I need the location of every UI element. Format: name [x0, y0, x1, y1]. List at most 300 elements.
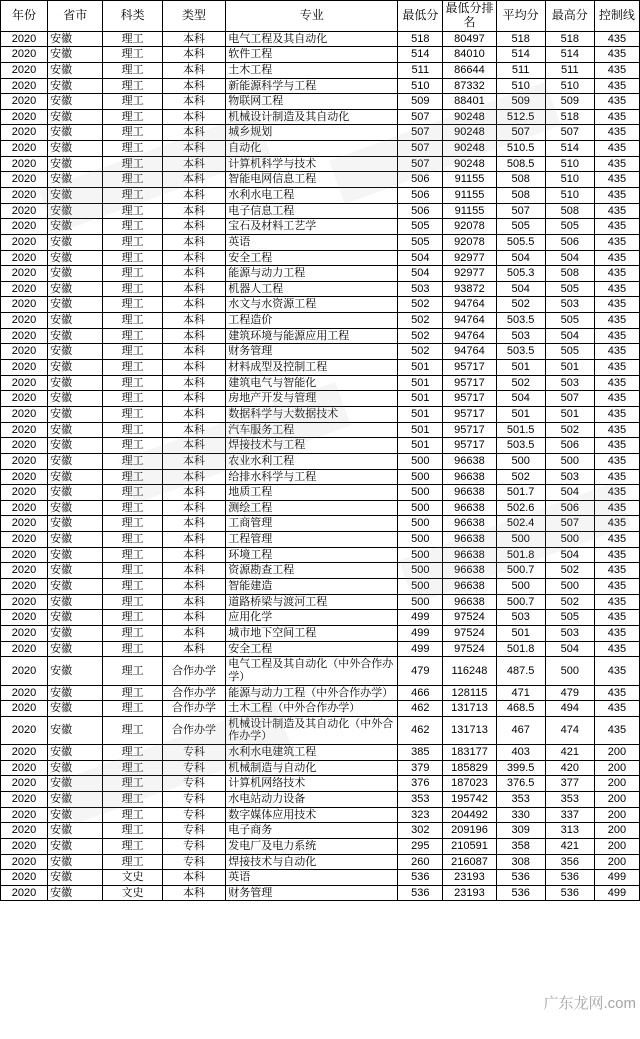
- cell-min-score: 507: [398, 156, 443, 172]
- cell-category: 理工: [103, 823, 162, 839]
- cell-province: 安徽: [48, 485, 103, 501]
- cell-avg-score: 507: [496, 203, 545, 219]
- cell-year: 2020: [1, 870, 48, 886]
- cell-max-score: 536: [545, 870, 594, 886]
- cell-control-line: 435: [594, 62, 639, 78]
- cell-major: 机械设计制造及其自动化（中外合作办学）: [226, 716, 398, 744]
- cell-province: 安徽: [48, 281, 103, 297]
- cell-major: 汽车服务工程: [226, 422, 398, 438]
- table-row: [1, 422, 640, 438]
- cell-min-score: 536: [398, 885, 443, 901]
- cell-max-score: 356: [545, 854, 594, 870]
- cell-province: 安徽: [48, 641, 103, 657]
- cell-control-line: 435: [594, 375, 639, 391]
- column-header-type: 类型: [162, 1, 225, 32]
- cell-control-line: 435: [594, 344, 639, 360]
- cell-type: 本科: [162, 360, 225, 376]
- cell-min-score: 507: [398, 125, 443, 141]
- cell-province: 安徽: [48, 516, 103, 532]
- cell-province: 安徽: [48, 776, 103, 792]
- cell-avg-score: 353: [496, 791, 545, 807]
- cell-province: 安徽: [48, 391, 103, 407]
- cell-major: 测绘工程: [226, 500, 398, 516]
- cell-year: 2020: [1, 485, 48, 501]
- cell-min-score: 500: [398, 453, 443, 469]
- cell-min-score: 506: [398, 172, 443, 188]
- cell-avg-score: 509: [496, 94, 545, 110]
- cell-type: 本科: [162, 885, 225, 901]
- cell-province: 安徽: [48, 745, 103, 761]
- cell-major: 环境工程: [226, 547, 398, 563]
- cell-major: 自动化: [226, 141, 398, 157]
- cell-province: 安徽: [48, 344, 103, 360]
- cell-province: 安徽: [48, 885, 103, 901]
- cell-max-score: 502: [545, 594, 594, 610]
- table-row: [1, 500, 640, 516]
- cell-min-rank: 187023: [443, 776, 496, 792]
- table-row: [1, 516, 640, 532]
- cell-province: 安徽: [48, 610, 103, 626]
- table-row: [1, 375, 640, 391]
- cell-type: 本科: [162, 422, 225, 438]
- cell-type: 本科: [162, 563, 225, 579]
- cell-max-score: 479: [545, 685, 594, 701]
- cell-year: 2020: [1, 234, 48, 250]
- cell-year: 2020: [1, 453, 48, 469]
- cell-year: 2020: [1, 579, 48, 595]
- cell-max-score: 518: [545, 31, 594, 47]
- cell-avg-score: 503.5: [496, 313, 545, 329]
- cell-control-line: 435: [594, 94, 639, 110]
- cell-min-rank: 96638: [443, 547, 496, 563]
- table-row: [1, 250, 640, 266]
- table-row: [1, 406, 640, 422]
- cell-control-line: 435: [594, 625, 639, 641]
- cell-year: 2020: [1, 344, 48, 360]
- column-header-major: 专业: [226, 1, 398, 32]
- cell-control-line: 435: [594, 78, 639, 94]
- cell-control-line: 435: [594, 297, 639, 313]
- cell-category: 理工: [103, 807, 162, 823]
- cell-major: 电气工程及其自动化: [226, 31, 398, 47]
- cell-major: 材料成型及控制工程: [226, 360, 398, 376]
- cell-control-line: 435: [594, 219, 639, 235]
- cell-major: 城市地下空间工程: [226, 625, 398, 641]
- cell-province: 安徽: [48, 579, 103, 595]
- cell-type: 专科: [162, 745, 225, 761]
- cell-year: 2020: [1, 791, 48, 807]
- cell-major: 能源与动力工程（中外合作办学）: [226, 685, 398, 701]
- cell-max-score: 505: [545, 313, 594, 329]
- table-row: [1, 141, 640, 157]
- cell-min-score: 479: [398, 657, 443, 685]
- cell-max-score: 337: [545, 807, 594, 823]
- cell-min-rank: 92977: [443, 266, 496, 282]
- cell-avg-score: 467: [496, 716, 545, 744]
- cell-category: 理工: [103, 141, 162, 157]
- cell-max-score: 502: [545, 422, 594, 438]
- cell-min-score: 511: [398, 62, 443, 78]
- cell-major: 软件工程: [226, 47, 398, 63]
- cell-min-score: 376: [398, 776, 443, 792]
- cell-min-score: 507: [398, 109, 443, 125]
- cell-year: 2020: [1, 78, 48, 94]
- cell-major: 智能建造: [226, 579, 398, 595]
- cell-year: 2020: [1, 391, 48, 407]
- cell-province: 安徽: [48, 375, 103, 391]
- cell-year: 2020: [1, 266, 48, 282]
- cell-control-line: 435: [594, 657, 639, 685]
- cell-control-line: 200: [594, 760, 639, 776]
- cell-category: 理工: [103, 281, 162, 297]
- cell-province: 安徽: [48, 188, 103, 204]
- cell-min-score: 504: [398, 250, 443, 266]
- cell-min-score: 501: [398, 422, 443, 438]
- cell-min-rank: 80497: [443, 31, 496, 47]
- cell-min-rank: 94764: [443, 297, 496, 313]
- cell-max-score: 420: [545, 760, 594, 776]
- cell-category: 理工: [103, 532, 162, 548]
- cell-control-line: 435: [594, 188, 639, 204]
- cell-category: 理工: [103, 453, 162, 469]
- cell-year: 2020: [1, 94, 48, 110]
- cell-avg-score: 518: [496, 31, 545, 47]
- cell-control-line: 435: [594, 500, 639, 516]
- cell-major: 土木工程（中外合作办学）: [226, 701, 398, 717]
- cell-year: 2020: [1, 516, 48, 532]
- cell-category: 理工: [103, 610, 162, 626]
- cell-type: 本科: [162, 125, 225, 141]
- cell-avg-score: 501.5: [496, 422, 545, 438]
- table-row: [1, 281, 640, 297]
- cell-min-rank: 91155: [443, 172, 496, 188]
- cell-min-rank: 92078: [443, 219, 496, 235]
- cell-min-score: 462: [398, 701, 443, 717]
- cell-avg-score: 504: [496, 281, 545, 297]
- cell-min-rank: 96638: [443, 500, 496, 516]
- cell-control-line: 435: [594, 109, 639, 125]
- cell-max-score: 353: [545, 791, 594, 807]
- watermark-brand: 广东龙网.com: [543, 995, 636, 1012]
- cell-avg-score: 399.5: [496, 760, 545, 776]
- cell-min-score: 501: [398, 438, 443, 454]
- cell-major: 资源勘查工程: [226, 563, 398, 579]
- cell-min-rank: 92078: [443, 234, 496, 250]
- cell-max-score: 507: [545, 125, 594, 141]
- cell-year: 2020: [1, 745, 48, 761]
- cell-year: 2020: [1, 188, 48, 204]
- table-row: [1, 610, 640, 626]
- cell-major: 物联网工程: [226, 94, 398, 110]
- cell-type: 本科: [162, 579, 225, 595]
- table-row: [1, 701, 640, 717]
- cell-avg-score: 502: [496, 375, 545, 391]
- cell-avg-score: 500: [496, 453, 545, 469]
- table-row: [1, 391, 640, 407]
- cell-major: 建筑环境与能源应用工程: [226, 328, 398, 344]
- cell-type: 专科: [162, 807, 225, 823]
- cell-category: 理工: [103, 791, 162, 807]
- cell-min-rank: 91155: [443, 203, 496, 219]
- cell-min-rank: 131713: [443, 701, 496, 717]
- cell-max-score: 501: [545, 406, 594, 422]
- table-row: [1, 547, 640, 563]
- cell-max-score: 510: [545, 172, 594, 188]
- cell-major: 电气工程及其自动化（中外合作办学）: [226, 657, 398, 685]
- table-row: [1, 885, 640, 901]
- column-header-min-score: 最低分: [398, 1, 443, 32]
- cell-type: 专科: [162, 760, 225, 776]
- cell-year: 2020: [1, 297, 48, 313]
- cell-min-rank: 96638: [443, 516, 496, 532]
- column-header-category: 科类: [103, 1, 162, 32]
- cell-year: 2020: [1, 406, 48, 422]
- cell-avg-score: 502: [496, 469, 545, 485]
- cell-category: 理工: [103, 219, 162, 235]
- cell-province: 安徽: [48, 172, 103, 188]
- cell-control-line: 435: [594, 701, 639, 717]
- cell-min-score: 500: [398, 469, 443, 485]
- table-row: [1, 125, 640, 141]
- cell-category: 理工: [103, 438, 162, 454]
- cell-min-rank: 97524: [443, 641, 496, 657]
- cell-control-line: 435: [594, 453, 639, 469]
- cell-type: 本科: [162, 547, 225, 563]
- cell-major: 机械制造与自动化: [226, 760, 398, 776]
- cell-avg-score: 500: [496, 532, 545, 548]
- cell-province: 安徽: [48, 854, 103, 870]
- cell-max-score: 500: [545, 453, 594, 469]
- cell-type: 本科: [162, 31, 225, 47]
- cell-max-score: 500: [545, 532, 594, 548]
- cell-avg-score: 308: [496, 854, 545, 870]
- cell-major: 水电站动力设备: [226, 791, 398, 807]
- cell-type: 本科: [162, 313, 225, 329]
- column-header-province: 省市: [48, 1, 103, 32]
- cell-year: 2020: [1, 469, 48, 485]
- cell-type: 本科: [162, 406, 225, 422]
- cell-min-score: 385: [398, 745, 443, 761]
- cell-min-score: 504: [398, 266, 443, 282]
- cell-major: 农业水利工程: [226, 453, 398, 469]
- cell-province: 安徽: [48, 94, 103, 110]
- cell-min-rank: 96638: [443, 563, 496, 579]
- cell-min-rank: 96638: [443, 579, 496, 595]
- table-body: [1, 31, 640, 901]
- cell-avg-score: 501.8: [496, 641, 545, 657]
- cell-year: 2020: [1, 716, 48, 744]
- cell-min-rank: 96638: [443, 453, 496, 469]
- cell-min-score: 506: [398, 203, 443, 219]
- cell-min-rank: 204492: [443, 807, 496, 823]
- cell-major: 工商管理: [226, 516, 398, 532]
- cell-avg-score: 403: [496, 745, 545, 761]
- cell-min-rank: 90248: [443, 109, 496, 125]
- cell-province: 安徽: [48, 823, 103, 839]
- cell-control-line: 435: [594, 313, 639, 329]
- table-row: [1, 109, 640, 125]
- cell-major: 电子信息工程: [226, 203, 398, 219]
- cell-max-score: 503: [545, 469, 594, 485]
- cell-category: 理工: [103, 406, 162, 422]
- cell-major: 土木工程: [226, 62, 398, 78]
- cell-category: 理工: [103, 579, 162, 595]
- cell-type: 本科: [162, 469, 225, 485]
- cell-major: 工程造价: [226, 313, 398, 329]
- cell-max-score: 536: [545, 885, 594, 901]
- cell-min-score: 295: [398, 838, 443, 854]
- cell-min-rank: 91155: [443, 188, 496, 204]
- cell-max-score: 509: [545, 94, 594, 110]
- cell-control-line: 435: [594, 516, 639, 532]
- cell-min-rank: 131713: [443, 716, 496, 744]
- cell-avg-score: 501.8: [496, 547, 545, 563]
- cell-type: 本科: [162, 438, 225, 454]
- cell-major: 数字媒体应用技术: [226, 807, 398, 823]
- table-row: [1, 453, 640, 469]
- table-row: [1, 344, 640, 360]
- cell-major: 智能电网信息工程: [226, 172, 398, 188]
- cell-avg-score: 503.5: [496, 344, 545, 360]
- cell-type: 本科: [162, 485, 225, 501]
- cell-max-score: 514: [545, 47, 594, 63]
- table-row: [1, 47, 640, 63]
- cell-category: 理工: [103, 266, 162, 282]
- cell-avg-score: 330: [496, 807, 545, 823]
- table-row: [1, 563, 640, 579]
- cell-avg-score: 511: [496, 62, 545, 78]
- cell-year: 2020: [1, 62, 48, 78]
- cell-control-line: 435: [594, 685, 639, 701]
- table-row: [1, 156, 640, 172]
- cell-min-score: 509: [398, 94, 443, 110]
- column-header-max-score: 最高分: [545, 1, 594, 32]
- cell-min-rank: 210591: [443, 838, 496, 854]
- cell-min-rank: 97524: [443, 625, 496, 641]
- table-row: [1, 838, 640, 854]
- cell-min-rank: 95717: [443, 360, 496, 376]
- cell-avg-score: 501: [496, 360, 545, 376]
- cell-control-line: 435: [594, 594, 639, 610]
- cell-province: 安徽: [48, 62, 103, 78]
- cell-avg-score: 500.7: [496, 563, 545, 579]
- cell-type: 本科: [162, 281, 225, 297]
- cell-avg-score: 501: [496, 406, 545, 422]
- cell-max-score: 501: [545, 360, 594, 376]
- cell-avg-score: 502.6: [496, 500, 545, 516]
- cell-min-score: 505: [398, 234, 443, 250]
- cell-min-rank: 183177: [443, 745, 496, 761]
- cell-category: 理工: [103, 94, 162, 110]
- cell-min-score: 499: [398, 625, 443, 641]
- cell-max-score: 503: [545, 297, 594, 313]
- cell-control-line: 435: [594, 360, 639, 376]
- cell-category: 理工: [103, 250, 162, 266]
- cell-category: 理工: [103, 313, 162, 329]
- cell-avg-score: 500: [496, 579, 545, 595]
- cell-category: 理工: [103, 125, 162, 141]
- cell-max-score: 474: [545, 716, 594, 744]
- cell-category: 文史: [103, 885, 162, 901]
- cell-province: 安徽: [48, 469, 103, 485]
- cell-control-line: 435: [594, 716, 639, 744]
- cell-control-line: 435: [594, 234, 639, 250]
- cell-category: 理工: [103, 500, 162, 516]
- cell-control-line: 200: [594, 823, 639, 839]
- cell-control-line: 200: [594, 838, 639, 854]
- cell-min-rank: 97524: [443, 610, 496, 626]
- cell-province: 安徽: [48, 250, 103, 266]
- cell-year: 2020: [1, 885, 48, 901]
- cell-control-line: 435: [594, 579, 639, 595]
- cell-min-rank: 92977: [443, 250, 496, 266]
- cell-control-line: 435: [594, 422, 639, 438]
- cell-year: 2020: [1, 125, 48, 141]
- cell-control-line: 435: [594, 31, 639, 47]
- cell-province: 安徽: [48, 313, 103, 329]
- cell-min-rank: 209196: [443, 823, 496, 839]
- cell-type: 本科: [162, 870, 225, 886]
- cell-type: 本科: [162, 109, 225, 125]
- cell-major: 焊接技术与自动化: [226, 854, 398, 870]
- cell-province: 安徽: [48, 453, 103, 469]
- cell-control-line: 435: [594, 406, 639, 422]
- table-row: [1, 776, 640, 792]
- cell-province: 安徽: [48, 406, 103, 422]
- cell-year: 2020: [1, 610, 48, 626]
- cell-type: 合作办学: [162, 716, 225, 744]
- cell-province: 安徽: [48, 156, 103, 172]
- table-row: [1, 62, 640, 78]
- cell-min-score: 501: [398, 375, 443, 391]
- cell-type: 专科: [162, 838, 225, 854]
- cell-year: 2020: [1, 31, 48, 47]
- cell-type: 本科: [162, 250, 225, 266]
- cell-province: 安徽: [48, 657, 103, 685]
- cell-year: 2020: [1, 807, 48, 823]
- cell-year: 2020: [1, 854, 48, 870]
- cell-year: 2020: [1, 823, 48, 839]
- cell-control-line: 435: [594, 172, 639, 188]
- cell-max-score: 506: [545, 234, 594, 250]
- cell-max-score: 507: [545, 391, 594, 407]
- cell-min-score: 499: [398, 610, 443, 626]
- cell-province: 安徽: [48, 594, 103, 610]
- cell-major: 水文与水资源工程: [226, 297, 398, 313]
- table-row: [1, 188, 640, 204]
- cell-min-score: 536: [398, 870, 443, 886]
- table-row: [1, 823, 640, 839]
- cell-major: 水利水电工程: [226, 188, 398, 204]
- cell-type: 本科: [162, 297, 225, 313]
- table-row: [1, 219, 640, 235]
- cell-max-score: 504: [545, 250, 594, 266]
- cell-year: 2020: [1, 47, 48, 63]
- cell-avg-score: 508.5: [496, 156, 545, 172]
- cell-max-score: 518: [545, 109, 594, 125]
- cell-category: 理工: [103, 62, 162, 78]
- cell-type: 本科: [162, 344, 225, 360]
- cell-min-score: 500: [398, 547, 443, 563]
- cell-major: 工程管理: [226, 532, 398, 548]
- cell-category: 理工: [103, 657, 162, 685]
- cell-category: 理工: [103, 641, 162, 657]
- cell-province: 安徽: [48, 328, 103, 344]
- cell-max-score: 504: [545, 547, 594, 563]
- cell-min-score: 500: [398, 594, 443, 610]
- cell-year: 2020: [1, 838, 48, 854]
- cell-category: 理工: [103, 188, 162, 204]
